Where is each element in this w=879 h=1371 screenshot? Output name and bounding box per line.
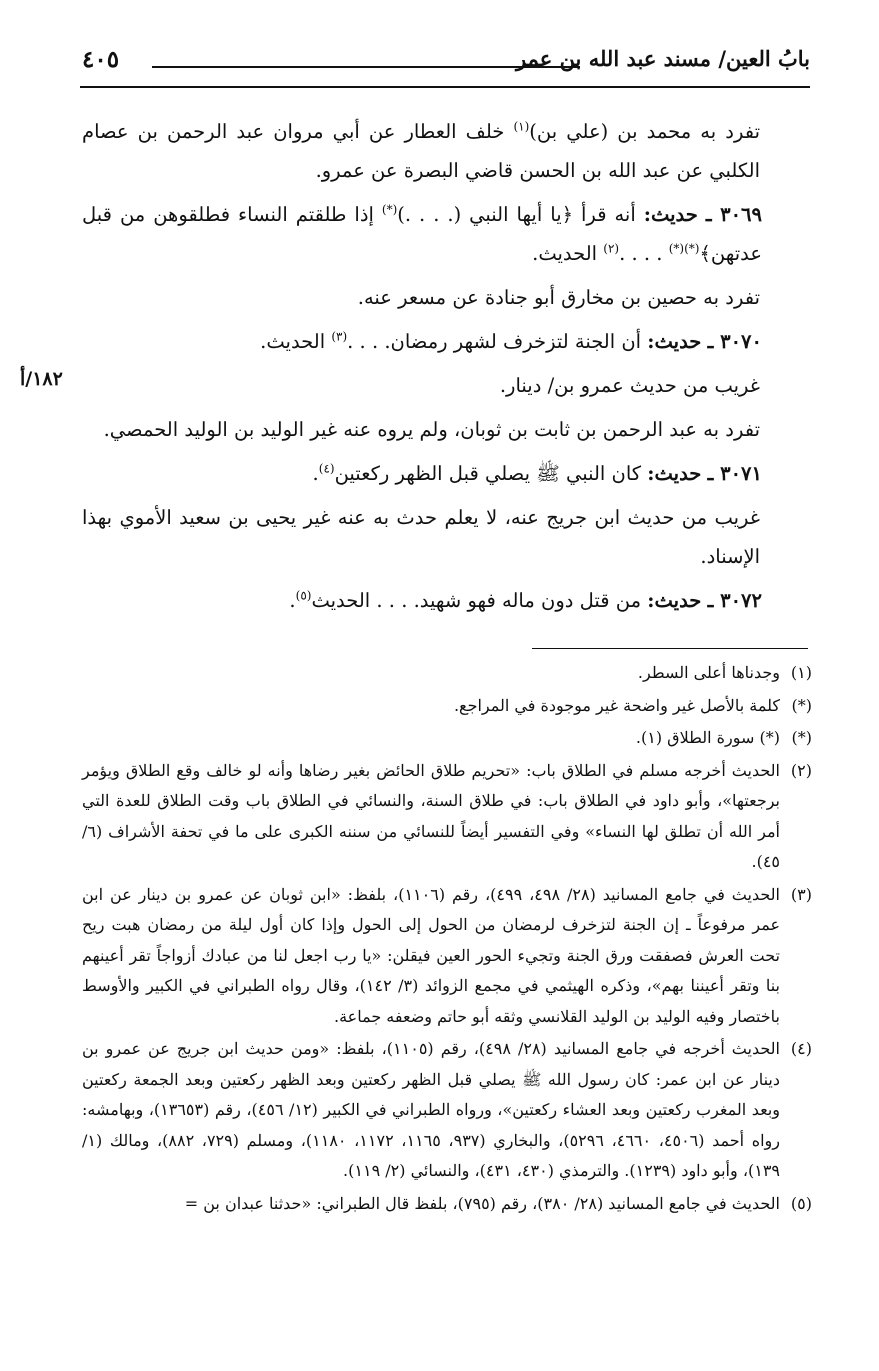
- footnote-ref: (١): [513, 119, 530, 134]
- page-number: ٤٠٥: [82, 46, 120, 73]
- footnote-text: (*) سورة الطلاق (١).: [635, 728, 780, 747]
- footnote: [82, 723, 812, 754]
- footnote-ref: (*): [381, 202, 398, 217]
- footnote-ref: (*)(*): [668, 241, 700, 256]
- footnote: [82, 691, 812, 722]
- main-text: [82, 112, 810, 625]
- footnote-mark: (١): [790, 663, 812, 682]
- paragraph-narration-1: تفرد به محمد بن (علي بن)$^{(١)}$ خلف العطار عن أبي مروان عبد الرحمن بن عصام الكلبي عن عبد الله بن الحسن قاضي البصرة عن عمرو.: [82, 119, 760, 182]
- footnote-text: كلمة بالأصل غير واضحة غير موجودة في المراجع.: [453, 695, 780, 715]
- footnote-mark: (٤): [790, 1039, 812, 1058]
- hadith-label: حديث:: [647, 462, 702, 485]
- footnote-text: الحديث أخرجه مسلم في الطلاق باب: «تحريم طلاق الحائض بغير رضاها وأنه لو خالف وقع الطلاق ويؤمر برجعتها»، وأبو داود في الطلاق باب: في طلاق السنة، والنسائي في الطلاق باب وقت الطلاق للعدة التي أمر الله أن تطلق لها النساء» وفي التفسير أيضاً للنسائي من سننه الكبرى على ما في تحفة الأشراف (٦/ ٤٥).: [82, 760, 780, 871]
- paragraph-narration-2: تفرد به حصين بن مخارق أبو جنادة عن مسعر عنه.: [357, 286, 760, 309]
- footnote-ref: (٣): [331, 329, 348, 344]
- hadith-number: ٣٠٧١ ـ: [707, 462, 762, 485]
- footnote-ref: (٢): [603, 241, 620, 256]
- hadith-number: ٣٠٧٢ ـ: [707, 589, 762, 612]
- footnotes: [82, 658, 812, 1221]
- hadith-3072: ٣٠٧٢ ـ حديث: من قتل دون ماله فهو شهيد. . . . الحديث$^{(٥)}$.: [289, 588, 762, 612]
- footnote: [82, 756, 812, 878]
- paragraph-narration-4: تفرد به عبد الرحمن بن ثابت بن ثوبان، ولم يروه عنه غير الوليد بن الوليد الحمصي.: [103, 418, 760, 441]
- footnote: [82, 658, 812, 689]
- footnote-ref: (٤): [318, 461, 335, 476]
- paragraph-narration-3: غريب من حديث عمرو بن/ دينار.: [499, 374, 760, 397]
- footnote: [82, 880, 812, 1033]
- hadith-3070: ٣٠٧٠ ـ حديث: أن الجنة لتزخرف لشهر رمضان. . . .$^{(٣)}$ الحديث.: [260, 329, 762, 353]
- hadith-label: حديث:: [647, 589, 702, 612]
- footnote-ref: (٥): [295, 588, 312, 603]
- footnote-text: الحديث في جامع المسانيد (٢٨/ ٣٨٠)، رقم (٧٩٥)، بلفظ قال الطبراني: «حدثنا عبدان بن =: [184, 1193, 780, 1213]
- header-dash-line: [152, 66, 580, 68]
- footnote-mark: (٥): [790, 1193, 812, 1213]
- hadith-3071: ٣٠٧١ ـ حديث: كان النبي ﷺ يصلي قبل الظهر ركعتين$^{(٤)}$.: [312, 461, 762, 485]
- footnote-mark: (٣): [790, 884, 812, 904]
- hadith-label: حديث:: [643, 203, 698, 226]
- hadith-3069: ٣٠٦٩ ـ حديث: أنه قرأ ﴿يا أيها النبي (. . . .)(*) إذا طلقتم النساء فطلقوهن من قبل عدتهن﴾(*)(*) . . . .$^{(٢)}$ الحديث.: [82, 202, 762, 265]
- footnote: [82, 1034, 812, 1187]
- footnote-separator: [532, 648, 808, 649]
- manuscript-folio-ref: ١٨٢/أ: [20, 368, 63, 390]
- footnote-mark: (٢): [790, 760, 812, 780]
- header-rule: [80, 86, 810, 88]
- footnote-mark: (*): [791, 728, 812, 747]
- footnote-text: الحديث في جامع المسانيد (٢٨/ ٤٩٨، ٤٩٩)، رقم (١١٠٦)، بلفظ: «ابن ثوبان عن عمرو بن دينار عن ابن عمر مرفوعاً ـ إن الجنة لتزخرف لرمضان من الحول إلى الحول وإذا كان أول ليلة من رمضان هبت ريح تحت العرش فصفقت ورق الجنة وتجيء الحور العين فيقلن: «يا رب اجعل لنا من عبادك أزواجاً تقر أعينهم بنا وتقر أعيننا بهم»، وذكره الهيثمي في مجمع الزوائد (٣/ ١٤٢)، وقال رواه الطبراني في الكبير والأوسط باختصار وفيه الوليد بن الوليد القلانسي وثقه أبو حاتم وضعفه جماعة.: [82, 884, 781, 1026]
- page-header: [82, 46, 810, 82]
- footnote-text: الحديث أخرجه في جامع المسانيد (٢٨/ ٤٩٨)، رقم (١١٠٥)، بلفظ: «ومن حديث ابن جريج عن عمرو بن دينار عن ابن عمر: كان رسول الله ﷺ يصلي قبل الظهر ركعتين وبعد الظهر ركعتين وبعد الجمعة ركعتين وبعد المغرب ركعتين وبعد العشاء ركعتين»، ورواه الطبراني في الكبير (١٢/ ٤٥٦)، رقم (١٣٦٥٣)، وبهامشه: رواه أحمد (٤٥٠٦، ٤٦٦٠، ٥٢٩٦)، والبخاري (٩٣٧، ١١٦٥، ١١٧٢، ١١٨٠)، ومسلم (٧٢٩، ٨٨٢)، ومالك (١/ ١٣٩)، وأبو داود (١٢٣٩). والترمذي (٤٣٠، ٤٣١)، والنسائي (٢/ ١١٩).: [82, 1039, 780, 1180]
- running-title: بابُ العين/ مسند عبد الله بن عمر: [516, 46, 810, 71]
- hadith-label: حديث:: [647, 330, 702, 353]
- hadith-number: ٣٠٦٩ ـ: [705, 203, 762, 226]
- paragraph-narration-5: غريب من حديث ابن جريج عنه، لا يعلم حدث به عنه غير يحيى بن سعيد الأموي بهذا الإسناد.: [82, 506, 760, 568]
- footnote: [82, 1189, 812, 1220]
- hadith-number: ٣٠٧٠ ـ: [707, 330, 762, 353]
- footnote-mark: (*): [791, 695, 812, 715]
- footnote-text: وجدناها أعلى السطر.: [637, 663, 780, 682]
